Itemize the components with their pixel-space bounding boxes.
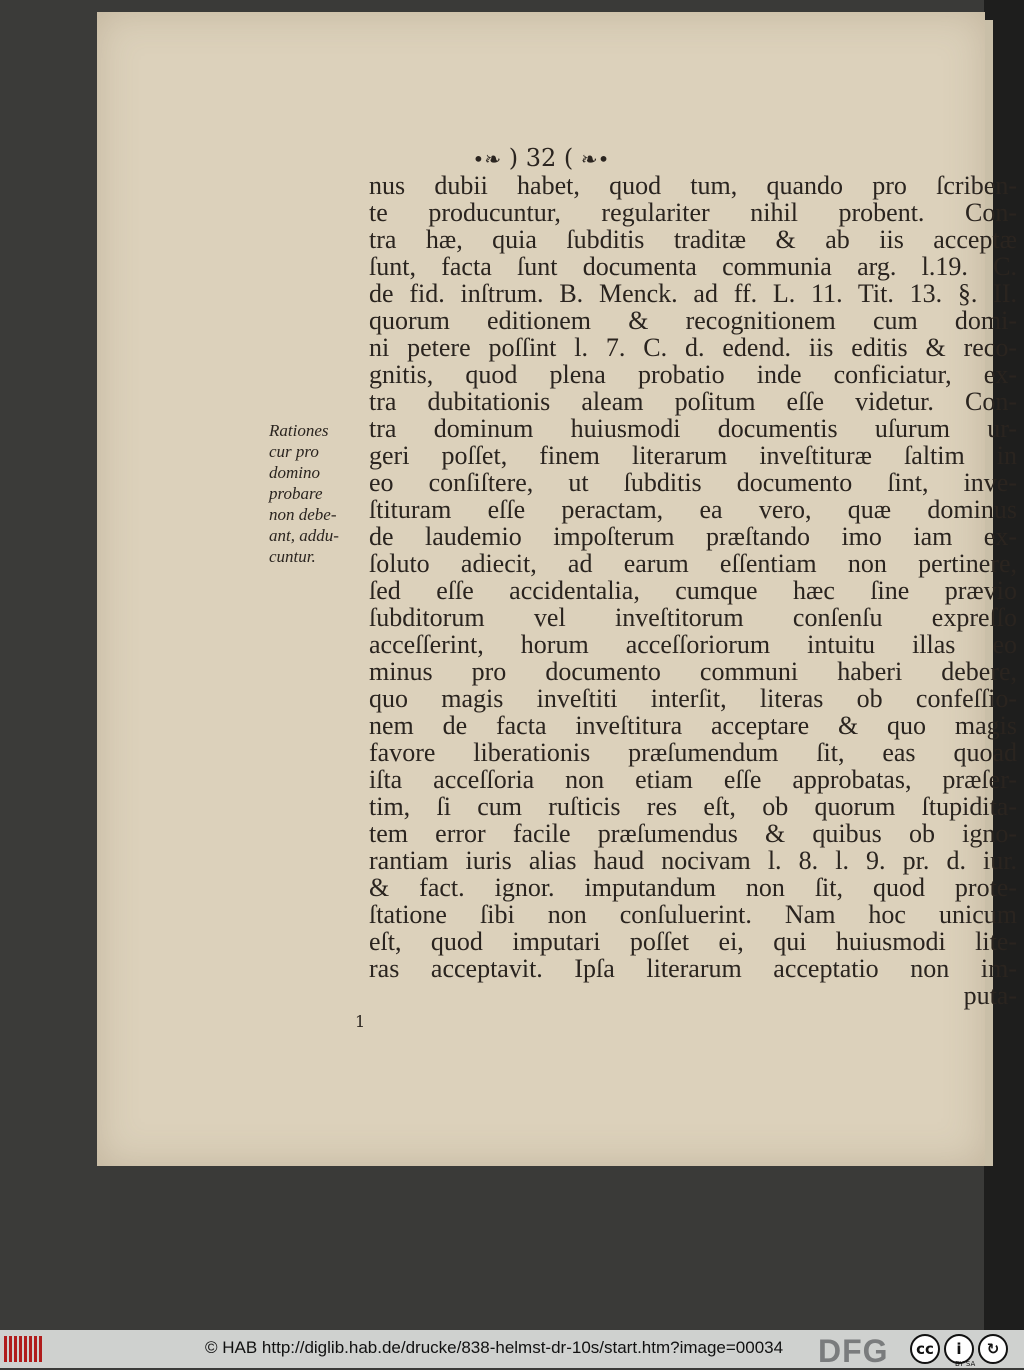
page-header — [97, 144, 985, 172]
marginal-note-line: domino — [269, 463, 320, 482]
marginal-note — [269, 420, 359, 567]
dfg-logo[interactable]: DFG — [818, 1333, 889, 1369]
text-line: ras acceptavit. Ipſa literarum acceptatio non im- — [369, 954, 1017, 983]
marginal-note-line: ant, addu- — [269, 526, 339, 545]
text-line: ni petere poſſint l. 7. C. d. edend. iis editis & reco- — [369, 333, 1017, 362]
text-line: acceſſerint, horum acceſſoriorum intuitu illas eo — [369, 630, 1017, 659]
text-line: ſtatione ſibi non conſuluerint. Nam hoc unicum — [369, 900, 1017, 929]
marginal-note-line: cuntur. — [269, 547, 316, 566]
book-page — [97, 12, 1017, 1166]
right-ornament: ❧• — [580, 147, 610, 171]
copyright-link[interactable]: © HAB http://diglib.hab.de/drucke/838-helmst-dr-10s/start.htm?image=00034 — [205, 1338, 784, 1357]
text-line: tra dubitationis aleam poſitum eſſe videtur. Con- — [369, 387, 1017, 416]
text-line: quo magis inveſtiti interſit, literas ob confeſſio- — [369, 684, 1017, 713]
text-line: ſubditorum vel inveſtitorum conſenſu expreſſo — [369, 603, 1017, 632]
marginal-note-line: probare — [269, 484, 323, 503]
cc-icon: cc — [910, 1334, 940, 1364]
text-line: geri poſſet, finem literarum inveſtituræ ſaltim in — [369, 441, 1017, 470]
text-line: tra hæ, quia ſubditis traditæ & ab iis acceptæ — [369, 225, 1017, 254]
text-line: quorum editionem & recognitionem cum domi- — [369, 306, 1017, 335]
text-line: eo conſiſtere, ut ſubditis documento ſint, inve- — [369, 468, 1017, 497]
signature-mark: 1 — [355, 1012, 366, 1031]
text-line: eſt, quod imputari poſſet ei, qui huiusmodi lite- — [369, 927, 1017, 956]
marginal-note-line: cur pro — [269, 442, 319, 461]
text-line: de laudemio impoſterum præſtando imo iam ex- — [369, 522, 1017, 551]
text-line: ſed eſſe accidentalia, cumque hæc ſine prævio — [369, 576, 1017, 605]
text-line: gnitis, quod plena probatio inde conficiatur, ex- — [369, 360, 1017, 389]
catchword: puta- — [963, 981, 1017, 1010]
sa-icon: ↻ — [978, 1334, 1008, 1364]
license-labels: BY SA — [955, 1360, 976, 1368]
text-line: tem error facile præſumendus & quibus ob igno- — [369, 819, 1017, 848]
text-line: nem de facta inveſtitura acceptare & quo magis — [369, 711, 1017, 740]
text-line: ſtituram eſſe peractam, ea vero, quæ dominus — [369, 495, 1017, 524]
text-line: rantiam iuris alias haud nocivam l. 8. l. 9. pr. d. iur. — [369, 846, 1017, 875]
marginal-note-line: non debe- — [269, 505, 337, 524]
left-ornament: •❧ — [472, 147, 502, 171]
page-number: ) 32 ( — [508, 144, 574, 172]
text-line: te producuntur, regulariter nihil probent. Con- — [369, 198, 1017, 227]
barcode-icon — [4, 1336, 44, 1362]
text-line: de fid. inſtrum. B. Menck. ad ff. L. 11. Tit. 13. §. II. — [369, 279, 1017, 308]
text-line: nus dubii habet, quod tum, quando pro ſcriben- — [369, 171, 1017, 200]
background-left — [0, 0, 110, 1330]
text-line: iſta acceſſoria non etiam eſſe approbatas, præſer- — [369, 765, 1017, 794]
footer-bar — [0, 1330, 1024, 1368]
text-line: favore liberationis præſumendum ſit, eas quoad — [369, 738, 1017, 767]
by-icon: i — [944, 1334, 974, 1364]
text-line: minus pro documento communi haberi debere, — [369, 657, 1017, 686]
text-line: tim, ſi cum ruſticis res eſt, ob quorum ſtupidita- — [369, 792, 1017, 821]
text-line: tra dominum huiusmodi documentis uſurum ur- — [369, 414, 1017, 443]
marginal-note-line: Rationes — [269, 421, 329, 440]
text-line: ſunt, facta ſunt documenta communia arg. l.19. C. — [369, 252, 1017, 281]
text-line: ſoluto adiecit, ad earum eſſentiam non pertinere, — [369, 549, 1017, 578]
text-line: & fact. ignor. imputandum non ſit, quod prote- — [369, 873, 1017, 902]
